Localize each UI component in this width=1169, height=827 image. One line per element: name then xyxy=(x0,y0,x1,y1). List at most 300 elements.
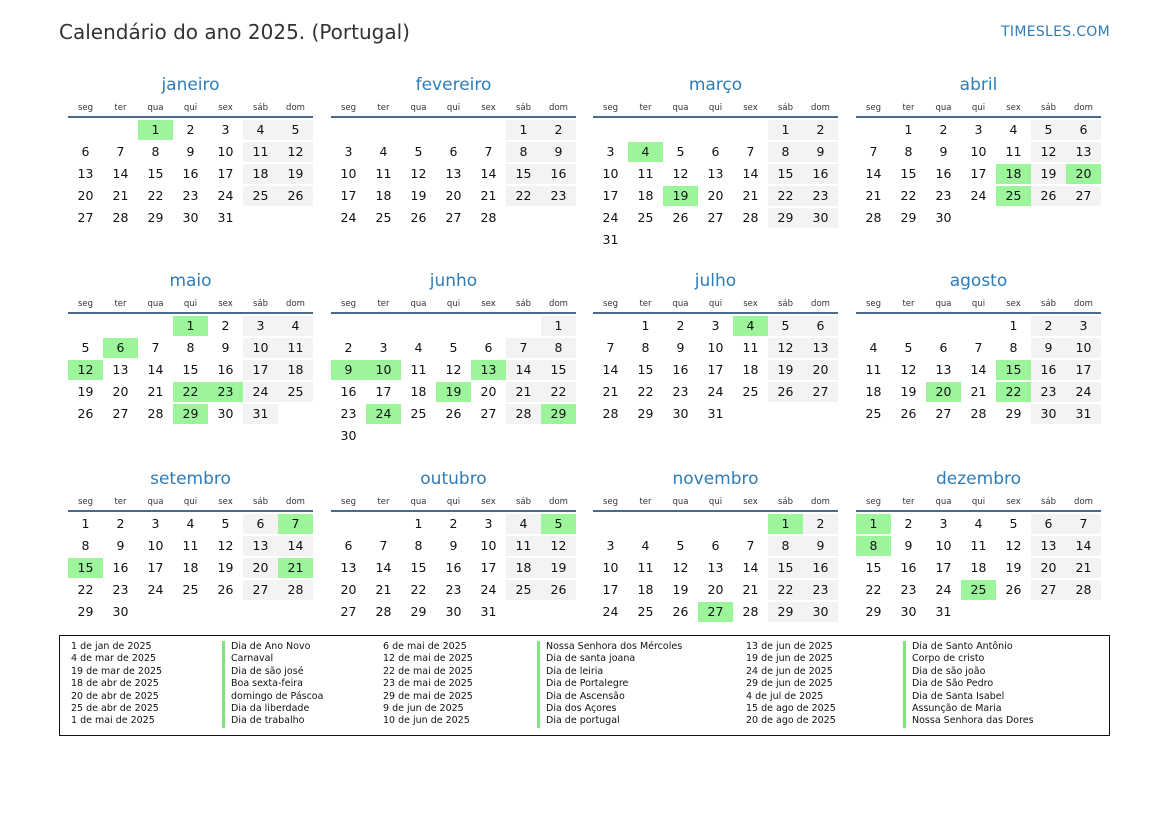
day-cell[interactable]: 13 xyxy=(707,560,724,575)
day-cell[interactable]: 9 xyxy=(676,340,685,355)
day-cell[interactable]: 19 xyxy=(768,360,803,380)
day-cell[interactable]: 18 xyxy=(637,188,654,203)
day-cell[interactable]: 19 xyxy=(1005,560,1022,575)
day-cell[interactable]: 18 xyxy=(182,560,199,575)
day-cell[interactable]: 9 xyxy=(449,538,458,553)
day-cell[interactable]: 30 xyxy=(1031,404,1066,424)
day-cell[interactable]: 8 xyxy=(414,538,423,553)
day-cell[interactable]: 28 xyxy=(742,604,759,619)
day-cell[interactable]: 23 xyxy=(445,582,462,597)
day-cell[interactable]: 20 xyxy=(445,188,462,203)
day-cell[interactable]: 7 xyxy=(506,338,541,358)
holiday-day-cell[interactable]: 19 xyxy=(436,382,471,402)
day-cell[interactable]: 19 xyxy=(541,558,576,578)
day-cell[interactable]: 12 xyxy=(672,560,689,575)
holiday-day-cell[interactable]: 1 xyxy=(138,120,173,140)
day-cell[interactable]: 26 xyxy=(541,580,576,600)
day-cell[interactable]: 7 xyxy=(484,144,493,159)
day-cell[interactable]: 26 xyxy=(410,210,427,225)
day-cell[interactable]: 20 xyxy=(803,360,838,380)
day-cell[interactable]: 6 xyxy=(803,316,838,336)
day-cell[interactable]: 21 xyxy=(742,582,759,597)
day-cell[interactable]: 15 xyxy=(506,164,541,184)
holiday-day-cell[interactable]: 29 xyxy=(541,404,576,424)
day-cell[interactable]: 28 xyxy=(480,210,497,225)
day-cell[interactable]: 26 xyxy=(1031,186,1066,206)
day-cell[interactable]: 20 xyxy=(480,384,497,399)
holiday-day-cell[interactable]: 6 xyxy=(103,338,138,358)
day-cell[interactable]: 29 xyxy=(900,210,917,225)
day-cell[interactable]: 14 xyxy=(375,560,392,575)
day-cell[interactable]: 2 xyxy=(186,122,195,137)
day-cell[interactable]: 3 xyxy=(1066,316,1101,336)
day-cell[interactable]: 14 xyxy=(112,166,129,181)
day-cell[interactable]: 28 xyxy=(278,580,313,600)
day-cell[interactable]: 22 xyxy=(506,186,541,206)
day-cell[interactable]: 25 xyxy=(375,210,392,225)
day-cell[interactable]: 5 xyxy=(1009,516,1018,531)
day-cell[interactable]: 21 xyxy=(742,188,759,203)
day-cell[interactable]: 2 xyxy=(803,120,838,140)
day-cell[interactable]: 6 xyxy=(449,144,458,159)
day-cell[interactable]: 11 xyxy=(637,166,654,181)
day-cell[interactable]: 10 xyxy=(147,538,164,553)
day-cell[interactable]: 21 xyxy=(147,384,164,399)
day-cell[interactable]: 22 xyxy=(541,382,576,402)
day-cell[interactable]: 6 xyxy=(711,144,720,159)
day-cell[interactable]: 9 xyxy=(939,144,948,159)
holiday-day-cell[interactable]: 29 xyxy=(173,404,208,424)
day-cell[interactable]: 11 xyxy=(182,538,199,553)
day-cell[interactable]: 12 xyxy=(900,362,917,377)
day-cell[interactable]: 10 xyxy=(935,538,952,553)
day-cell[interactable]: 10 xyxy=(340,166,357,181)
holiday-day-cell[interactable]: 19 xyxy=(663,186,698,206)
day-cell[interactable]: 5 xyxy=(676,144,685,159)
holiday-day-cell[interactable]: 22 xyxy=(173,382,208,402)
day-cell[interactable]: 15 xyxy=(147,166,164,181)
day-cell[interactable]: 5 xyxy=(1031,120,1066,140)
day-cell[interactable]: 16 xyxy=(672,362,689,377)
day-cell[interactable]: 13 xyxy=(803,338,838,358)
holiday-day-cell[interactable]: 22 xyxy=(996,382,1031,402)
day-cell[interactable]: 9 xyxy=(221,340,230,355)
day-cell[interactable]: 5 xyxy=(278,120,313,140)
day-cell[interactable]: 6 xyxy=(344,538,353,553)
day-cell[interactable]: 23 xyxy=(803,186,838,206)
holiday-day-cell[interactable]: 1 xyxy=(856,514,891,534)
day-cell[interactable]: 2 xyxy=(939,122,948,137)
day-cell[interactable]: 14 xyxy=(742,560,759,575)
day-cell[interactable]: 25 xyxy=(742,384,759,399)
day-cell[interactable]: 18 xyxy=(410,384,427,399)
day-cell[interactable]: 14 xyxy=(506,360,541,380)
day-cell[interactable]: 3 xyxy=(711,318,720,333)
day-cell[interactable]: 2 xyxy=(221,318,230,333)
day-cell[interactable]: 7 xyxy=(151,340,160,355)
day-cell[interactable]: 22 xyxy=(768,580,803,600)
day-cell[interactable]: 6 xyxy=(939,340,948,355)
day-cell[interactable]: 1 xyxy=(541,316,576,336)
day-cell[interactable]: 14 xyxy=(742,166,759,181)
day-cell[interactable]: 24 xyxy=(935,582,952,597)
day-cell[interactable]: 18 xyxy=(742,362,759,377)
day-cell[interactable]: 1 xyxy=(641,318,650,333)
day-cell[interactable]: 7 xyxy=(606,340,615,355)
day-cell[interactable]: 16 xyxy=(900,560,917,575)
day-cell[interactable]: 16 xyxy=(217,362,234,377)
day-cell[interactable]: 17 xyxy=(707,362,724,377)
day-cell[interactable]: 15 xyxy=(900,166,917,181)
day-cell[interactable]: 24 xyxy=(340,210,357,225)
day-cell[interactable]: 16 xyxy=(445,560,462,575)
day-cell[interactable]: 3 xyxy=(939,516,948,531)
day-cell[interactable]: 23 xyxy=(803,580,838,600)
day-cell[interactable]: 4 xyxy=(974,516,983,531)
day-cell[interactable]: 17 xyxy=(340,188,357,203)
day-cell[interactable]: 11 xyxy=(375,166,392,181)
day-cell[interactable]: 12 xyxy=(672,166,689,181)
day-cell[interactable]: 7 xyxy=(974,340,983,355)
day-cell[interactable]: 29 xyxy=(147,210,164,225)
day-cell[interactable]: 31 xyxy=(935,604,952,619)
day-cell[interactable]: 4 xyxy=(506,514,541,534)
day-cell[interactable]: 29 xyxy=(637,406,654,421)
day-cell[interactable]: 22 xyxy=(637,384,654,399)
day-cell[interactable]: 10 xyxy=(1066,338,1101,358)
day-cell[interactable]: 28 xyxy=(112,210,129,225)
day-cell[interactable]: 21 xyxy=(375,582,392,597)
day-cell[interactable]: 12 xyxy=(768,338,803,358)
day-cell[interactable]: 29 xyxy=(410,604,427,619)
day-cell[interactable]: 24 xyxy=(243,382,278,402)
day-cell[interactable]: 24 xyxy=(480,582,497,597)
day-cell[interactable]: 18 xyxy=(506,558,541,578)
day-cell[interactable]: 25 xyxy=(243,186,278,206)
day-cell[interactable]: 12 xyxy=(217,538,234,553)
day-cell[interactable]: 17 xyxy=(970,166,987,181)
day-cell[interactable]: 27 xyxy=(1031,580,1066,600)
day-cell[interactable]: 17 xyxy=(147,560,164,575)
day-cell[interactable]: 4 xyxy=(243,120,278,140)
day-cell[interactable]: 11 xyxy=(506,536,541,556)
day-cell[interactable]: 31 xyxy=(1066,404,1101,424)
day-cell[interactable]: 12 xyxy=(278,142,313,162)
day-cell[interactable]: 1 xyxy=(768,120,803,140)
day-cell[interactable]: 5 xyxy=(768,316,803,336)
day-cell[interactable]: 3 xyxy=(243,316,278,336)
holiday-day-cell[interactable]: 8 xyxy=(856,536,891,556)
day-cell[interactable]: 17 xyxy=(1066,360,1101,380)
day-cell[interactable]: 24 xyxy=(602,210,619,225)
day-cell[interactable]: 3 xyxy=(151,516,160,531)
day-cell[interactable]: 24 xyxy=(217,188,234,203)
day-cell[interactable]: 3 xyxy=(484,516,493,531)
day-cell[interactable]: 17 xyxy=(375,384,392,399)
day-cell[interactable]: 9 xyxy=(186,144,195,159)
day-cell[interactable]: 30 xyxy=(900,604,917,619)
day-cell[interactable]: 28 xyxy=(375,604,392,619)
day-cell[interactable]: 7 xyxy=(116,144,125,159)
day-cell[interactable]: 8 xyxy=(1009,340,1018,355)
day-cell[interactable]: 27 xyxy=(243,580,278,600)
day-cell[interactable]: 14 xyxy=(970,362,987,377)
day-cell[interactable]: 3 xyxy=(974,122,983,137)
day-cell[interactable]: 21 xyxy=(602,384,619,399)
day-cell[interactable]: 8 xyxy=(904,144,913,159)
day-cell[interactable]: 19 xyxy=(217,560,234,575)
day-cell[interactable]: 16 xyxy=(541,164,576,184)
day-cell[interactable]: 23 xyxy=(541,186,576,206)
day-cell[interactable]: 26 xyxy=(77,406,94,421)
day-cell[interactable]: 10 xyxy=(243,338,278,358)
day-cell[interactable]: 27 xyxy=(77,210,94,225)
day-cell[interactable]: 26 xyxy=(217,582,234,597)
day-cell[interactable]: 23 xyxy=(112,582,129,597)
day-cell[interactable]: 16 xyxy=(182,166,199,181)
day-cell[interactable]: 21 xyxy=(970,384,987,399)
holiday-day-cell[interactable]: 21 xyxy=(278,558,313,578)
holiday-day-cell[interactable]: 25 xyxy=(996,186,1031,206)
day-cell[interactable]: 2 xyxy=(904,516,913,531)
day-cell[interactable]: 11 xyxy=(243,142,278,162)
holiday-day-cell[interactable]: 9 xyxy=(331,360,366,380)
day-cell[interactable]: 30 xyxy=(340,428,357,443)
day-cell[interactable]: 3 xyxy=(606,144,615,159)
day-cell[interactable]: 26 xyxy=(672,604,689,619)
day-cell[interactable]: 9 xyxy=(116,538,125,553)
day-cell[interactable]: 26 xyxy=(445,406,462,421)
holiday-day-cell[interactable]: 20 xyxy=(926,382,961,402)
day-cell[interactable]: 23 xyxy=(900,582,917,597)
day-cell[interactable]: 6 xyxy=(711,538,720,553)
day-cell[interactable]: 29 xyxy=(768,208,803,228)
day-cell[interactable]: 30 xyxy=(803,208,838,228)
day-cell[interactable]: 7 xyxy=(746,144,755,159)
day-cell[interactable]: 19 xyxy=(410,188,427,203)
day-cell[interactable]: 11 xyxy=(278,338,313,358)
day-cell[interactable]: 6 xyxy=(243,514,278,534)
day-cell[interactable]: 25 xyxy=(278,382,313,402)
day-cell[interactable]: 18 xyxy=(637,582,654,597)
day-cell[interactable]: 19 xyxy=(900,384,917,399)
day-cell[interactable]: 23 xyxy=(1031,382,1066,402)
day-cell[interactable]: 4 xyxy=(379,144,388,159)
day-cell[interactable]: 8 xyxy=(186,340,195,355)
day-cell[interactable]: 10 xyxy=(707,340,724,355)
day-cell[interactable]: 8 xyxy=(151,144,160,159)
holiday-day-cell[interactable]: 20 xyxy=(1066,164,1101,184)
day-cell[interactable]: 9 xyxy=(904,538,913,553)
day-cell[interactable]: 2 xyxy=(676,318,685,333)
day-cell[interactable]: 22 xyxy=(147,188,164,203)
holiday-day-cell[interactable]: 18 xyxy=(996,164,1031,184)
holiday-day-cell[interactable]: 13 xyxy=(471,360,506,380)
day-cell[interactable]: 14 xyxy=(1066,536,1101,556)
day-cell[interactable]: 6 xyxy=(1066,120,1101,140)
day-cell[interactable]: 19 xyxy=(278,164,313,184)
day-cell[interactable]: 3 xyxy=(379,340,388,355)
day-cell[interactable]: 12 xyxy=(410,166,427,181)
day-cell[interactable]: 26 xyxy=(900,406,917,421)
day-cell[interactable]: 27 xyxy=(803,382,838,402)
day-cell[interactable]: 14 xyxy=(602,362,619,377)
day-cell[interactable]: 27 xyxy=(340,604,357,619)
day-cell[interactable]: 18 xyxy=(375,188,392,203)
day-cell[interactable]: 3 xyxy=(344,144,353,159)
holiday-day-cell[interactable]: 4 xyxy=(733,316,768,336)
day-cell[interactable]: 16 xyxy=(803,558,838,578)
day-cell[interactable]: 29 xyxy=(1005,406,1022,421)
day-cell[interactable]: 4 xyxy=(186,516,195,531)
day-cell[interactable]: 17 xyxy=(602,188,619,203)
day-cell[interactable]: 30 xyxy=(672,406,689,421)
day-cell[interactable]: 24 xyxy=(970,188,987,203)
holiday-day-cell[interactable]: 7 xyxy=(278,514,313,534)
day-cell[interactable]: 14 xyxy=(278,536,313,556)
day-cell[interactable]: 5 xyxy=(676,538,685,553)
day-cell[interactable]: 24 xyxy=(707,384,724,399)
day-cell[interactable]: 10 xyxy=(970,144,987,159)
day-cell[interactable]: 28 xyxy=(147,406,164,421)
day-cell[interactable]: 30 xyxy=(217,406,234,421)
day-cell[interactable]: 21 xyxy=(112,188,129,203)
day-cell[interactable]: 12 xyxy=(1031,142,1066,162)
day-cell[interactable]: 11 xyxy=(637,560,654,575)
day-cell[interactable]: 9 xyxy=(803,142,838,162)
day-cell[interactable]: 19 xyxy=(1031,164,1066,184)
day-cell[interactable]: 12 xyxy=(445,362,462,377)
day-cell[interactable]: 30 xyxy=(935,210,952,225)
day-cell[interactable]: 4 xyxy=(869,340,878,355)
holiday-day-cell[interactable]: 27 xyxy=(698,602,733,622)
day-cell[interactable]: 24 xyxy=(602,604,619,619)
day-cell[interactable]: 30 xyxy=(182,210,199,225)
holiday-day-cell[interactable]: 23 xyxy=(208,382,243,402)
day-cell[interactable]: 18 xyxy=(970,560,987,575)
day-cell[interactable]: 30 xyxy=(803,602,838,622)
day-cell[interactable]: 27 xyxy=(112,406,129,421)
day-cell[interactable]: 25 xyxy=(410,406,427,421)
holiday-day-cell[interactable]: 1 xyxy=(768,514,803,534)
day-cell[interactable]: 23 xyxy=(182,188,199,203)
day-cell[interactable]: 8 xyxy=(81,538,90,553)
day-cell[interactable]: 29 xyxy=(865,604,882,619)
day-cell[interactable]: 17 xyxy=(935,560,952,575)
day-cell[interactable]: 31 xyxy=(602,232,619,247)
day-cell[interactable]: 18 xyxy=(243,164,278,184)
day-cell[interactable]: 7 xyxy=(379,538,388,553)
day-cell[interactable]: 1 xyxy=(904,122,913,137)
day-cell[interactable]: 31 xyxy=(480,604,497,619)
day-cell[interactable]: 20 xyxy=(707,582,724,597)
day-cell[interactable]: 5 xyxy=(414,144,423,159)
day-cell[interactable]: 6 xyxy=(1031,514,1066,534)
day-cell[interactable]: 10 xyxy=(602,166,619,181)
day-cell[interactable]: 21 xyxy=(480,188,497,203)
day-cell[interactable]: 26 xyxy=(768,382,803,402)
day-cell[interactable]: 13 xyxy=(77,166,94,181)
day-cell[interactable]: 19 xyxy=(77,384,94,399)
day-cell[interactable]: 21 xyxy=(1066,558,1101,578)
day-cell[interactable]: 28 xyxy=(1066,580,1101,600)
day-cell[interactable]: 25 xyxy=(637,604,654,619)
day-cell[interactable]: 1 xyxy=(81,516,90,531)
day-cell[interactable]: 15 xyxy=(541,360,576,380)
day-cell[interactable]: 8 xyxy=(506,142,541,162)
day-cell[interactable]: 31 xyxy=(243,404,278,424)
day-cell[interactable]: 2 xyxy=(541,120,576,140)
day-cell[interactable]: 13 xyxy=(935,362,952,377)
day-cell[interactable]: 10 xyxy=(602,560,619,575)
day-cell[interactable]: 26 xyxy=(672,210,689,225)
day-cell[interactable]: 11 xyxy=(1005,144,1022,159)
day-cell[interactable]: 10 xyxy=(217,144,234,159)
holiday-day-cell[interactable]: 10 xyxy=(366,360,401,380)
day-cell[interactable]: 2 xyxy=(803,514,838,534)
day-cell[interactable]: 17 xyxy=(243,360,278,380)
day-cell[interactable]: 20 xyxy=(340,582,357,597)
day-cell[interactable]: 5 xyxy=(449,340,458,355)
day-cell[interactable]: 8 xyxy=(768,536,803,556)
day-cell[interactable]: 18 xyxy=(865,384,882,399)
day-cell[interactable]: 16 xyxy=(803,164,838,184)
day-cell[interactable]: 22 xyxy=(77,582,94,597)
day-cell[interactable]: 30 xyxy=(445,604,462,619)
day-cell[interactable]: 13 xyxy=(112,362,129,377)
day-cell[interactable]: 7 xyxy=(746,538,755,553)
day-cell[interactable]: 8 xyxy=(768,142,803,162)
day-cell[interactable]: 14 xyxy=(147,362,164,377)
day-cell[interactable]: 11 xyxy=(865,362,882,377)
day-cell[interactable]: 15 xyxy=(410,560,427,575)
day-cell[interactable]: 9 xyxy=(541,142,576,162)
day-cell[interactable]: 12 xyxy=(541,536,576,556)
day-cell[interactable]: 27 xyxy=(445,210,462,225)
day-cell[interactable]: 23 xyxy=(340,406,357,421)
day-cell[interactable]: 16 xyxy=(1031,360,1066,380)
day-cell[interactable]: 2 xyxy=(449,516,458,531)
day-cell[interactable]: 5 xyxy=(81,340,90,355)
day-cell[interactable]: 13 xyxy=(707,166,724,181)
day-cell[interactable]: 17 xyxy=(217,166,234,181)
day-cell[interactable]: 14 xyxy=(480,166,497,181)
day-cell[interactable]: 20 xyxy=(1031,558,1066,578)
day-cell[interactable]: 15 xyxy=(865,560,882,575)
day-cell[interactable]: 14 xyxy=(865,166,882,181)
day-cell[interactable]: 28 xyxy=(970,406,987,421)
day-cell[interactable]: 16 xyxy=(112,560,129,575)
day-cell[interactable]: 13 xyxy=(1031,536,1066,556)
day-cell[interactable]: 31 xyxy=(217,210,234,225)
day-cell[interactable]: 6 xyxy=(81,144,90,159)
day-cell[interactable]: 19 xyxy=(672,582,689,597)
day-cell[interactable]: 15 xyxy=(768,164,803,184)
day-cell[interactable]: 28 xyxy=(865,210,882,225)
day-cell[interactable]: 5 xyxy=(904,340,913,355)
day-cell[interactable]: 20 xyxy=(707,188,724,203)
day-cell[interactable]: 22 xyxy=(768,186,803,206)
day-cell[interactable]: 28 xyxy=(602,406,619,421)
day-cell[interactable]: 6 xyxy=(484,340,493,355)
day-cell[interactable]: 9 xyxy=(1031,338,1066,358)
day-cell[interactable]: 28 xyxy=(506,404,541,424)
day-cell[interactable]: 15 xyxy=(182,362,199,377)
day-cell[interactable]: 13 xyxy=(243,536,278,556)
day-cell[interactable]: 1 xyxy=(506,120,541,140)
day-cell[interactable]: 22 xyxy=(865,582,882,597)
holiday-day-cell[interactable]: 15 xyxy=(996,360,1031,380)
